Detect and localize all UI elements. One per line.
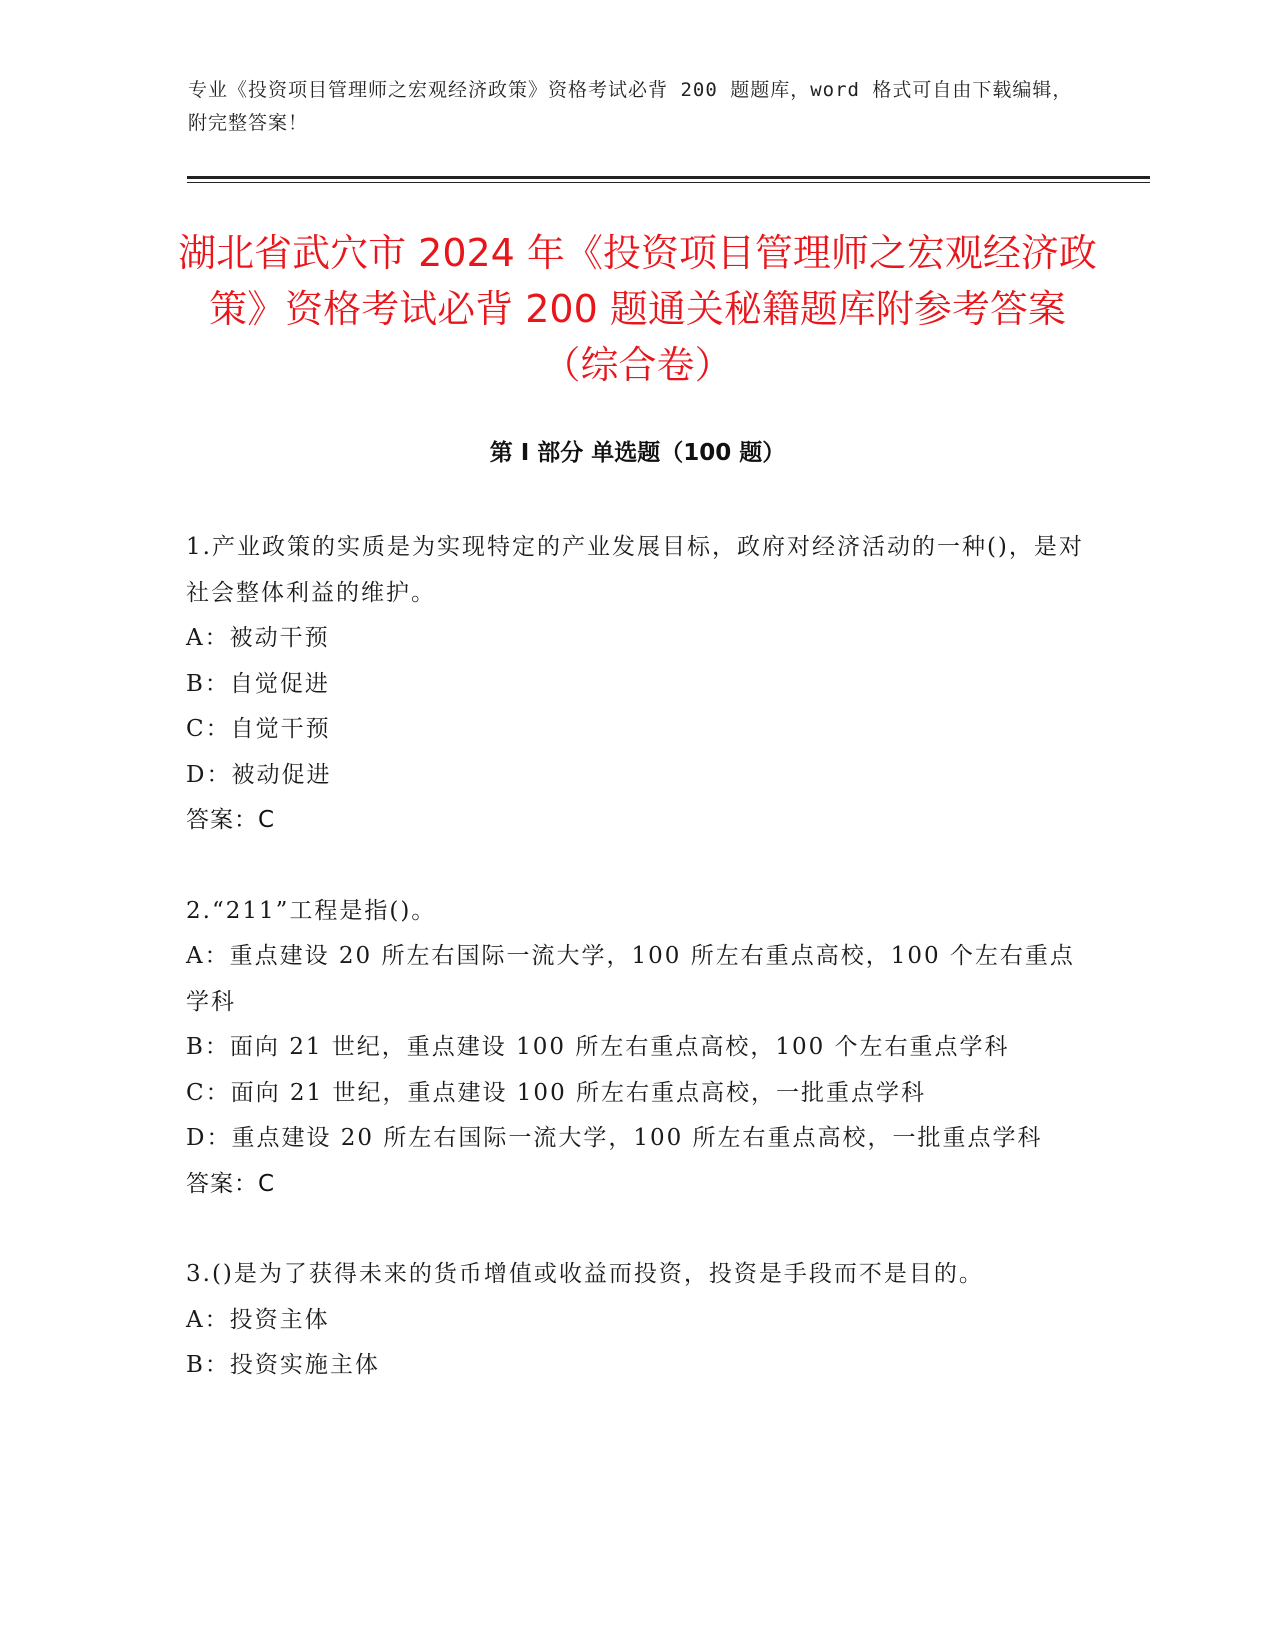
question-option: B：自觉促进	[186, 670, 330, 697]
question-option: C：面向 21 世纪，重点建设 100 所左右重点高校，一批重点学科	[186, 1079, 927, 1106]
page-header	[188, 74, 1088, 140]
header-divider-thick	[187, 176, 1150, 179]
question-option: D：被动促进	[186, 761, 332, 788]
question-option: A：重点建设 20 所左右国际一流大学，100 所左右重点高校，100 个左右重点学科	[186, 943, 1075, 1015]
question-answer: 答案：C	[186, 807, 276, 833]
section-title: 第 I 部分 单选题（100 题）	[489, 440, 786, 466]
question-option: A：被动干预	[186, 625, 330, 651]
question-item	[186, 525, 1086, 844]
questions-list	[186, 525, 1086, 1434]
question-option: A：投资主体	[186, 1306, 330, 1333]
header-intro-text: 专业《投资项目管理师之宏观经济政策》资格考试必背 200 题题库，word 格式可自由下载编辑，附完整答案！	[188, 79, 1073, 134]
question-stem: 3.()是为了获得未来的货币增值或收益而投资，投资是手段而不是目的。	[186, 1261, 984, 1287]
question-answer: 答案：C	[186, 1170, 276, 1197]
question-option: B：投资实施主体	[186, 1352, 380, 1378]
header-divider-thin	[187, 182, 1150, 183]
question-option: D：重点建设 20 所左右国际一流大学，100 所左右重点高校，一批重点学科	[186, 1125, 1043, 1151]
question-option: C：自觉干预	[186, 716, 331, 742]
question-option: B：面向 21 世纪，重点建设 100 所左右重点高校，100 个左右重点学科	[186, 1034, 1010, 1060]
question-item	[186, 1252, 1086, 1389]
question-stem: 1.产业政策的实质是为实现特定的产业发展目标，政府对经济活动的一种()，是对社会整体利益的维护。	[186, 534, 1084, 606]
document-title: 湖北省武穴市 2024 年《投资项目管理师之宏观经济政策》资格考试必背 200 题通关秘籍题库附参考答案（综合卷）	[178, 231, 1097, 387]
question-stem: 2.“211”工程是指()。	[186, 897, 437, 924]
question-item	[186, 889, 1086, 1208]
